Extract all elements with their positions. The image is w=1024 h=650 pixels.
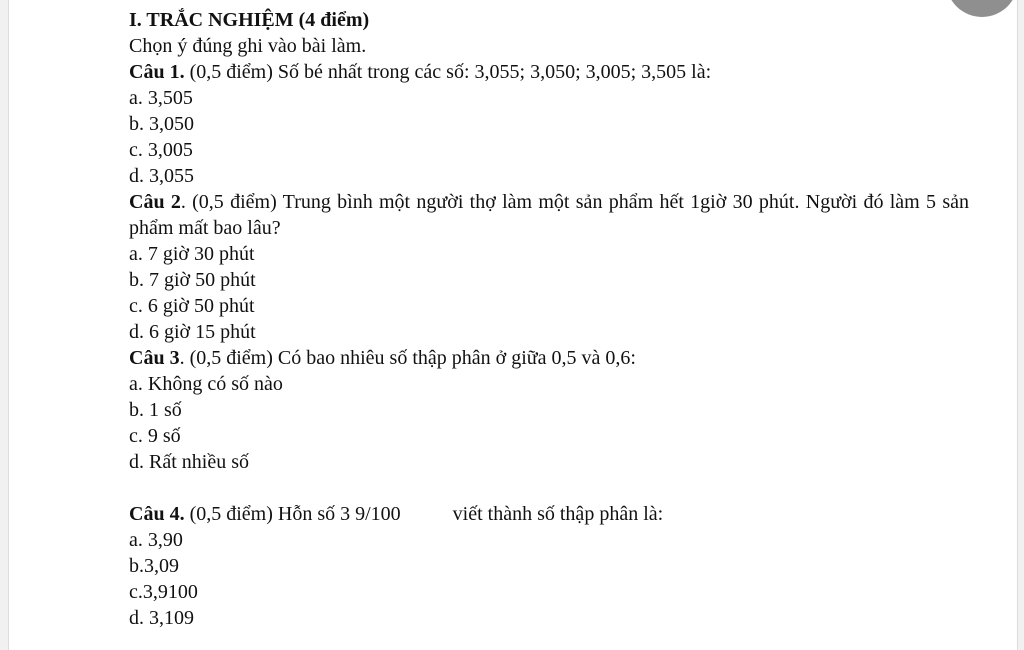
question-4-option-a: a. 3,90 — [129, 529, 183, 551]
question-4 — [129, 501, 969, 527]
question-4-label: Câu 4. — [129, 503, 185, 525]
section-title: I. TRẮC NGHIỆM (4 điểm) — [129, 9, 370, 31]
question-4-option-d: d. 3,109 — [129, 607, 194, 629]
question-3-label: Câu 3 — [129, 347, 180, 369]
question-3-option-a: a. Không có số nào — [129, 373, 283, 395]
question-1-option-c: c. 3,005 — [129, 139, 193, 161]
question-4-text-after: viết thành số thập phân là: — [452, 503, 664, 525]
question-2-option-a: a. 7 giờ 30 phút — [129, 243, 255, 265]
question-3-option-d: d. Rất nhiều số — [129, 451, 249, 473]
question-2-label: Câu 2 — [129, 191, 181, 213]
question-1-label: Câu 1. — [129, 61, 185, 83]
question-4-text-before: (0,5 điểm) Hỗn số 3 9/100 — [184, 503, 401, 525]
blank-line — [129, 475, 969, 501]
instruction: Chọn ý đúng ghi vào bài làm. — [129, 35, 367, 57]
question-1-text: (0,5 điểm) Số bé nhất trong các số: 3,055; 3,050; 3,005; 3,505 là: — [184, 61, 712, 83]
question-4-option-b: b.3,09 — [129, 555, 179, 577]
question-2-option-d: d. 6 giờ 15 phút — [129, 321, 256, 343]
question-3-option-c: c. 9 số — [129, 425, 181, 447]
question-1-option-d: d. 3,055 — [129, 165, 194, 187]
question-2-option-c: c. 6 giờ 50 phút — [129, 295, 255, 317]
document-page — [8, 0, 1018, 650]
question-3-option-b: b. 1 số — [129, 399, 182, 421]
question-3 — [129, 345, 969, 371]
question-1-option-a: a. 3,505 — [129, 87, 193, 109]
question-1-option-b: b. 3,050 — [129, 113, 194, 135]
question-2-option-b: b. 7 giờ 50 phút — [129, 269, 256, 291]
question-1 — [129, 59, 969, 85]
question-2-text: . (0,5 điểm) Trung bình một người thợ làm một sản phẩm hết 1giờ 30 phút. Người đó làm 5 sản phẩm mất bao lâu? — [129, 191, 969, 239]
question-2 — [129, 189, 969, 241]
question-4-option-c: c.3,9100 — [129, 581, 198, 603]
question-3-text: . (0,5 điểm) Có bao nhiêu số thập phân ở giữa 0,5 và 0,6: — [179, 347, 636, 369]
document-content — [129, 7, 969, 631]
